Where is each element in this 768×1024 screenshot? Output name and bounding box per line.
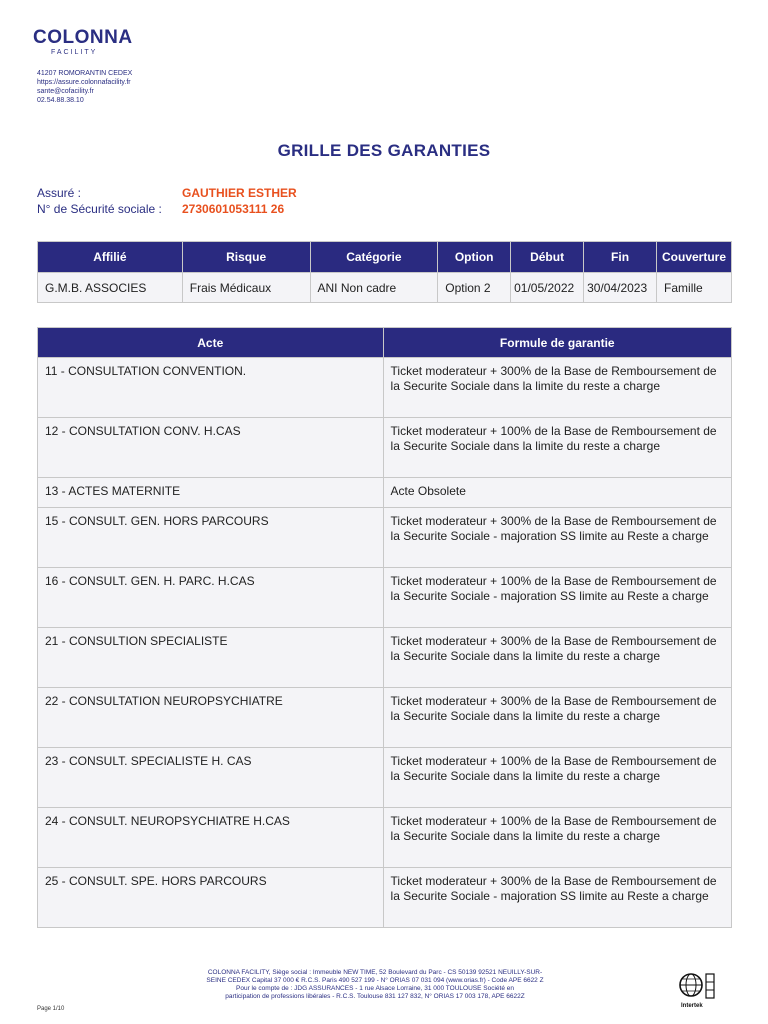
- table-row: [38, 418, 732, 478]
- contract-row: [38, 273, 732, 303]
- guarantees-header-row: [38, 328, 732, 358]
- table-row: [38, 358, 732, 418]
- column-header: Option: [438, 242, 511, 273]
- social-security-number: 2730601053111 26: [182, 202, 285, 216]
- formule-cell: Ticket moderateur + 300% de la Base de Remboursement de la Securite Sociale dans la limite du reste a charge: [383, 688, 731, 748]
- insured-info: [37, 185, 297, 217]
- formule-cell: Ticket moderateur + 300% de la Base de Remboursement de la Securite Sociale dans la limite du reste a charge: [383, 628, 731, 688]
- debut-cell: 01/05/2022: [511, 273, 584, 303]
- globe-icon: [679, 972, 715, 1002]
- categorie-cell: ANI Non cadre: [310, 273, 438, 303]
- acte-cell: 13 - ACTES MATERNITE: [38, 478, 384, 508]
- formule-cell: Ticket moderateur + 300% de la Base de Remboursement de la Securite Sociale dans la limite du reste a charge: [383, 358, 731, 418]
- option-cell: Option 2: [438, 273, 511, 303]
- table-row: [38, 568, 732, 628]
- acte-cell: 21 - CONSULTION SPECIALISTE: [38, 628, 384, 688]
- column-header: Couverture: [657, 242, 732, 273]
- column-header: Début: [511, 242, 584, 273]
- certification-label: Intertek: [681, 1003, 703, 1009]
- risque-cell: Frais Médicaux: [182, 273, 310, 303]
- column-header: Affilié: [38, 242, 183, 273]
- website-link[interactable]: https://assure.colonnafacility.fr: [37, 79, 131, 86]
- logo-name: COLONNA: [33, 27, 133, 48]
- footer-line: SEINE CEDEX Capital 37 000 € R.C.S. Paris 490 527 199 - N° ORIAS 07 031 094 (www.orias.fr) - Code APE 6622 Z: [206, 977, 544, 984]
- contract-table: [37, 241, 732, 303]
- insured-name: GAUTHIER ESTHER: [182, 186, 297, 200]
- formule-cell: Ticket moderateur + 100% de la Base de Remboursement de la Securite Sociale dans la limite du reste a charge: [383, 748, 731, 808]
- couverture-cell: Famille: [657, 273, 732, 303]
- acte-cell: 25 - CONSULT. SPE. HORS PARCOURS: [38, 868, 384, 928]
- guarantees-table: [37, 327, 732, 928]
- acte-cell: 16 - CONSULT. GEN. H. PARC. H.CAS: [38, 568, 384, 628]
- acte-cell: 12 - CONSULTATION CONV. H.CAS: [38, 418, 384, 478]
- affilie-cell: G.M.B. ASSOCIES: [38, 273, 183, 303]
- legal-footer: [150, 969, 600, 1001]
- acte-cell: 23 - CONSULT. SPECIALISTE H. CAS: [38, 748, 384, 808]
- acte-cell: 11 - CONSULTATION CONVENTION.: [38, 358, 384, 418]
- phone-number: 02.54.88.38.10: [37, 97, 84, 104]
- formule-cell: Ticket moderateur + 100% de la Base de Remboursement de la Securite Sociale dans la limite du reste a charge: [383, 808, 731, 868]
- address-line: 41207 ROMORANTIN CEDEX: [37, 70, 133, 77]
- table-row: [38, 808, 732, 868]
- acte-header: Acte: [38, 328, 384, 358]
- table-row: [38, 748, 732, 808]
- formule-cell: Ticket moderateur + 300% de la Base de Remboursement de la Securite Sociale - majoration SS limite au Reste a charge: [383, 868, 731, 928]
- column-header: Catégorie: [310, 242, 438, 273]
- insured-label: Assuré :: [37, 186, 82, 200]
- formule-header: Formule de garantie: [383, 328, 731, 358]
- footer-line: participation de professions libérales - R.C.S. Toulouse 831 127 832, N° ORIAS 17 003 178, APE 6622Z: [225, 993, 525, 1000]
- contract-header-row: [38, 242, 732, 273]
- acte-cell: 15 - CONSULT. GEN. HORS PARCOURS: [38, 508, 384, 568]
- page-number: Page 1/10: [37, 1006, 65, 1012]
- logo-subtitle: FACILITY: [51, 49, 98, 56]
- fin-cell: 30/04/2023: [584, 273, 657, 303]
- column-header: Fin: [584, 242, 657, 273]
- formule-cell: Ticket moderateur + 100% de la Base de Remboursement de la Securite Sociale dans la limite du reste a charge: [383, 418, 731, 478]
- company-address: [37, 69, 132, 105]
- page-title: GRILLE DES GARANTIES: [277, 141, 491, 160]
- formule-cell: Ticket moderateur + 300% de la Base de Remboursement de la Securite Sociale - majoration SS limite au Reste a charge: [383, 508, 731, 568]
- certification-logo: [679, 972, 715, 1007]
- footer-line: COLONNA FACILITY, Siège social : Immeuble NEW TIME, 52 Boulevard du Parc - CS 50139 92521 NEUILLY-SUR-: [207, 969, 543, 976]
- email-link[interactable]: sante@cofacility.fr: [37, 88, 94, 95]
- acte-cell: 22 - CONSULTATION NEUROPSYCHIATRE: [38, 688, 384, 748]
- acte-cell: 24 - CONSULT. NEUROPSYCHIATRE H.CAS: [38, 808, 384, 868]
- table-row: [38, 508, 732, 568]
- table-row: [38, 628, 732, 688]
- social-security-label: N° de Sécurité sociale :: [37, 202, 162, 216]
- company-logo: [33, 28, 133, 58]
- table-row: [38, 688, 732, 748]
- column-header: Risque: [182, 242, 310, 273]
- formule-cell: Acte Obsolete: [383, 478, 731, 508]
- formule-cell: Ticket moderateur + 100% de la Base de Remboursement de la Securite Sociale - majoration SS limite au Reste a charge: [383, 568, 731, 628]
- table-row: [38, 868, 732, 928]
- table-row: [38, 478, 732, 508]
- footer-line: Pour le compte de : JDG ASSURANCES - 1 rue Alsace Lorraine, 31 000 TOULOUSE Société en: [236, 985, 514, 992]
